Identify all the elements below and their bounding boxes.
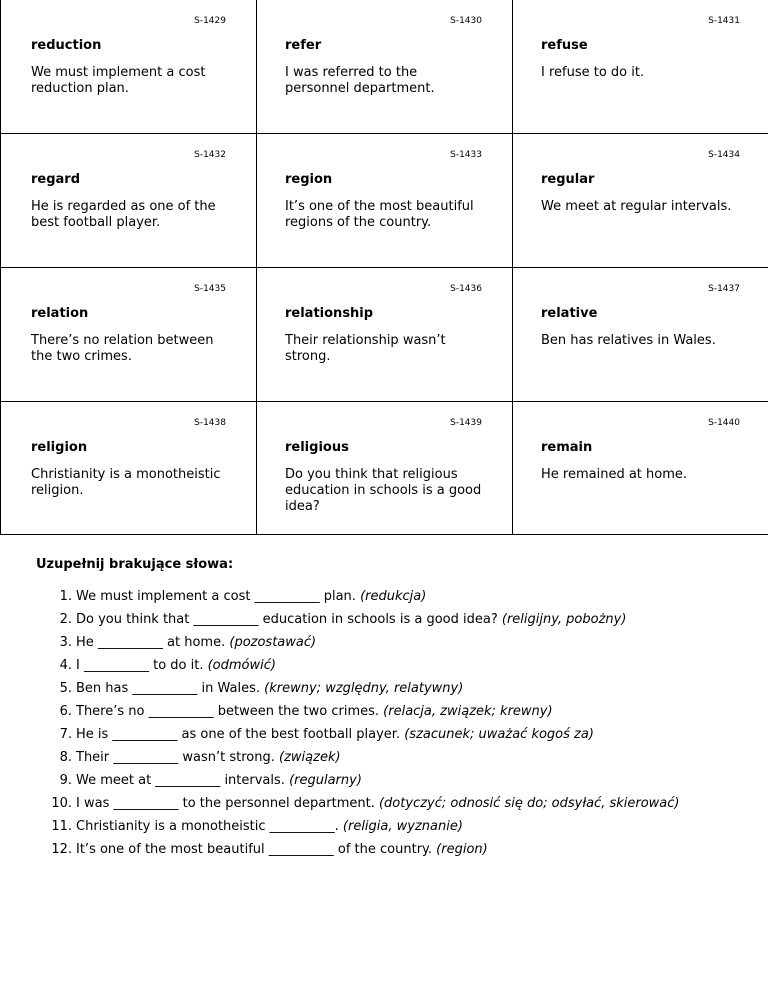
exercise-item bbox=[40, 680, 760, 703]
item-number: 8. bbox=[59, 750, 72, 765]
card-code: S-1435 bbox=[194, 284, 226, 294]
flashcard bbox=[513, 0, 768, 134]
item-hint: (dotyczyć; odnosić się do; odsyłać, skierować) bbox=[378, 796, 680, 811]
item-number: 7. bbox=[59, 727, 72, 742]
flashcard bbox=[513, 134, 768, 268]
card-code: S-1432 bbox=[194, 150, 226, 160]
card-word: regular bbox=[541, 172, 595, 187]
flashcard bbox=[257, 402, 513, 535]
item-text: We must implement a cost __________ plan. bbox=[76, 589, 356, 604]
card-sentence: Christianity is a monotheistic religion. bbox=[31, 467, 221, 498]
card-word: relative bbox=[541, 306, 598, 321]
item-number: 6. bbox=[59, 704, 72, 719]
card-word: reduction bbox=[31, 38, 102, 53]
item-hint: (regularny) bbox=[289, 773, 362, 788]
card-sentence: It’s one of the most beautiful regions of the country. bbox=[285, 199, 474, 230]
card-word: relationship bbox=[285, 306, 374, 321]
card-word: regard bbox=[31, 172, 81, 187]
exercise-item bbox=[40, 818, 760, 841]
card-code: S-1439 bbox=[450, 418, 482, 428]
item-hint: (religijny, pobożny) bbox=[501, 612, 627, 627]
item-text: Ben has __________ in Wales. bbox=[76, 681, 261, 696]
card-word: relation bbox=[31, 306, 89, 321]
card-sentence: Ben has relatives in Wales. bbox=[541, 333, 716, 348]
card-sentence: We must implement a cost reduction plan. bbox=[31, 65, 206, 96]
item-hint: (krewny; względny, relatywny) bbox=[264, 681, 464, 696]
card-word: religious bbox=[285, 440, 349, 455]
card-code: S-1436 bbox=[450, 284, 482, 294]
item-text: Christianity is a monotheistic __________. bbox=[76, 819, 339, 834]
exercise-item bbox=[40, 611, 760, 634]
card-code: S-1437 bbox=[708, 284, 740, 294]
card-sentence: We meet at regular intervals. bbox=[541, 199, 732, 214]
item-number: 11. bbox=[51, 819, 72, 834]
exercise-item bbox=[40, 703, 760, 726]
flashcard bbox=[0, 134, 257, 268]
item-text: I __________ to do it. bbox=[76, 658, 204, 673]
exercise-item bbox=[40, 841, 760, 864]
item-text: There’s no __________ between the two crimes. bbox=[76, 704, 380, 719]
exercise-item bbox=[40, 657, 760, 680]
item-hint: (religia, wyznanie) bbox=[342, 819, 463, 834]
flashcard bbox=[257, 268, 513, 402]
card-word: refer bbox=[285, 38, 322, 53]
item-number: 2. bbox=[59, 612, 72, 627]
exercise-item bbox=[40, 795, 760, 818]
exercise-title: Uzupełnij brakujące słowa: bbox=[36, 557, 234, 572]
item-text: Their __________ wasn’t strong. bbox=[76, 750, 275, 765]
item-hint: (region) bbox=[436, 842, 488, 857]
card-word: refuse bbox=[541, 38, 588, 53]
card-word: religion bbox=[31, 440, 88, 455]
item-hint: (pozostawać) bbox=[229, 635, 317, 650]
item-number: 1. bbox=[59, 589, 72, 604]
card-code: S-1440 bbox=[708, 418, 740, 428]
card-sentence: There’s no relation between the two crimes. bbox=[31, 333, 214, 364]
card-code: S-1433 bbox=[450, 150, 482, 160]
item-number: 4. bbox=[59, 658, 72, 673]
item-text: We meet at __________ intervals. bbox=[76, 773, 285, 788]
card-sentence: I was referred to the personnel department. bbox=[285, 65, 435, 96]
card-sentence: He remained at home. bbox=[541, 467, 688, 482]
card-word: region bbox=[285, 172, 333, 187]
item-hint: (relacja, związek; krewny) bbox=[383, 704, 553, 719]
item-text: He __________ at home. bbox=[76, 635, 226, 650]
card-code: S-1438 bbox=[194, 418, 226, 428]
flashcard bbox=[513, 402, 768, 535]
exercise-item bbox=[40, 772, 760, 795]
item-text: He is __________ as one of the best football player. bbox=[76, 727, 401, 742]
card-sentence: He is regarded as one of the best football player. bbox=[31, 199, 216, 230]
flashcard bbox=[257, 134, 513, 268]
flashcard bbox=[513, 268, 768, 402]
flashcard bbox=[0, 0, 257, 134]
exercise-item bbox=[40, 726, 760, 749]
item-number: 10. bbox=[51, 796, 72, 811]
card-sentence: Their relationship wasn’t strong. bbox=[285, 333, 446, 364]
card-code: S-1431 bbox=[708, 16, 740, 26]
item-number: 5. bbox=[59, 681, 72, 696]
card-code: S-1430 bbox=[450, 16, 482, 26]
card-word: remain bbox=[541, 440, 593, 455]
item-number: 12. bbox=[51, 842, 72, 857]
item-number: 9. bbox=[59, 773, 72, 788]
card-sentence: I refuse to do it. bbox=[541, 65, 645, 80]
flashcard bbox=[0, 268, 257, 402]
card-code: S-1434 bbox=[708, 150, 740, 160]
flashcard bbox=[257, 0, 513, 134]
item-text: Do you think that __________ education in schools is a good idea? bbox=[76, 612, 498, 627]
flashcard bbox=[0, 402, 257, 535]
exercise-item bbox=[40, 749, 760, 772]
item-hint: (związek) bbox=[279, 750, 341, 765]
item-text: It’s one of the most beautiful __________ of the country. bbox=[76, 842, 433, 857]
exercise-item bbox=[40, 588, 760, 611]
item-hint: (redukcja) bbox=[360, 589, 427, 604]
exercise-list bbox=[40, 588, 760, 864]
item-text: I was __________ to the personnel department. bbox=[76, 796, 375, 811]
item-hint: (odmówić) bbox=[207, 658, 276, 673]
card-sentence: Do you think that religious education in schools is a good idea? bbox=[285, 467, 482, 514]
card-code: S-1429 bbox=[194, 16, 226, 26]
exercise-item bbox=[40, 634, 760, 657]
item-hint: (szacunek; uważać kogoś za) bbox=[404, 727, 594, 742]
item-number: 3. bbox=[59, 635, 72, 650]
